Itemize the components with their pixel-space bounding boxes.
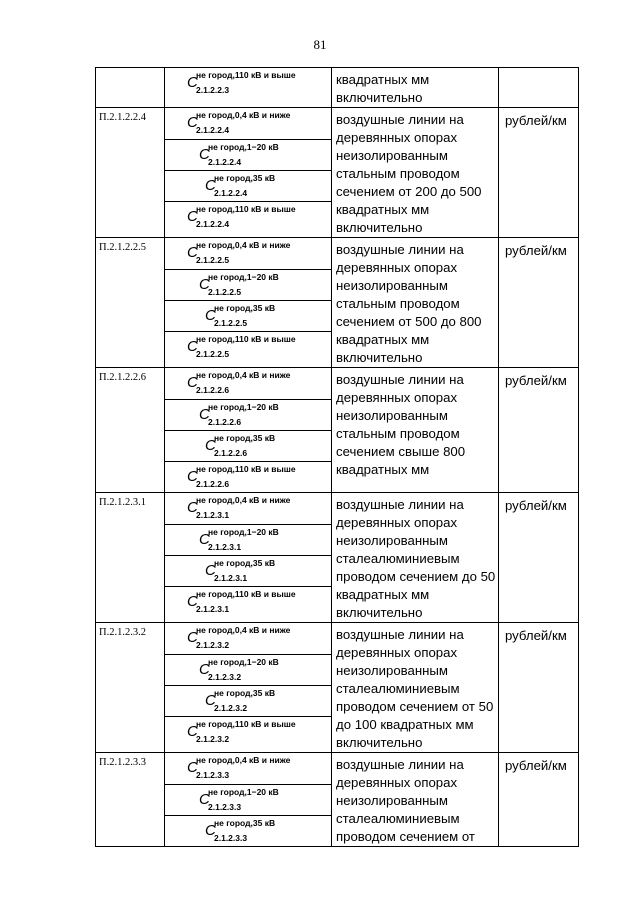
row-description: воздушные линии на деревянных опорах неизолированным стальным проводом сечением свыше 800 квадратных мм (332, 368, 499, 493)
formula (165, 170, 331, 201)
formula-superscript: не город,35 кВ (214, 818, 276, 828)
formula (165, 430, 331, 461)
formula-symbol: C (205, 307, 216, 324)
formula-symbol: C (199, 276, 210, 293)
formula (165, 399, 331, 430)
formula-superscript: не город,0,4 кВ и ниже (196, 240, 291, 250)
formula-subscript: 2.1.2.3.1 (208, 542, 242, 552)
row-unit: рублей/км (499, 753, 579, 847)
formula-subscript: 2.1.2.3.1 (196, 604, 230, 614)
formula-subscript: 2.1.2.2.4 (208, 157, 242, 167)
row-code: П.2.1.2.2.6 (96, 368, 165, 493)
formula (165, 108, 331, 139)
formula-superscript: не город,35 кВ (214, 558, 276, 568)
formula-subscript: 2.1.2.2.5 (196, 349, 230, 359)
formula-symbol: C (187, 114, 198, 131)
formula-superscript: не город,1−20 кВ (208, 787, 279, 797)
formula-superscript: не город,1−20 кВ (208, 272, 279, 282)
formula (165, 68, 331, 99)
formula-subscript: 2.1.2.3.2 (196, 734, 230, 744)
formula-superscript: не город,35 кВ (214, 433, 276, 443)
row-description: воздушные линии на деревянных опорах неизолированным стальным проводом сечением от 500 до 800 квадратных мм включительно (332, 238, 499, 368)
formula-subscript: 2.1.2.2.6 (196, 385, 230, 395)
formula (165, 524, 331, 555)
formula (165, 716, 331, 747)
formula-superscript: не город,0,4 кВ и ниже (196, 495, 291, 505)
formula-symbol: C (199, 791, 210, 808)
formula-subscript: 2.1.2.3.2 (214, 703, 248, 713)
formula (165, 331, 331, 362)
formula (165, 815, 331, 846)
formula-superscript: не город,1−20 кВ (208, 142, 279, 152)
formula-subscript: 2.1.2.3.2 (196, 640, 230, 650)
row-description: воздушные линии на деревянных опорах неизолированным сталеалюминиевым проводом сечением до 50 квадратных мм включительно (332, 493, 499, 623)
formula-superscript: не город,0,4 кВ и ниже (196, 755, 291, 765)
formula (165, 685, 331, 716)
formula-superscript: не город,110 кВ и выше (196, 334, 296, 344)
row-unit (499, 68, 579, 108)
formula-subscript: 2.1.2.2.6 (196, 479, 230, 489)
formula-superscript: не город,35 кВ (214, 173, 276, 183)
formula-superscript: не город,110 кВ и выше (196, 719, 296, 729)
row-description: воздушные линии на деревянных опорах неизолированным стальным проводом сечением от 200 до 500 квадратных мм включительно (332, 108, 499, 238)
row-unit: рублей/км (499, 493, 579, 623)
formula-subscript: 2.1.2.3.3 (196, 770, 230, 780)
formula-subscript: 2.1.2.2.4 (196, 219, 230, 229)
formula-superscript: не город,0,4 кВ и ниже (196, 625, 291, 635)
formula-subscript: 2.1.2.2.4 (214, 188, 248, 198)
formula (165, 300, 331, 331)
formula-superscript: не город,110 кВ и выше (196, 589, 296, 599)
formula-symbol: C (187, 629, 198, 646)
formula-symbol: C (187, 244, 198, 261)
formula-cell (165, 368, 332, 493)
formula-symbol: C (205, 692, 216, 709)
formula-superscript: не город,110 кВ и выше (196, 204, 296, 214)
table-row (96, 368, 579, 493)
formula-subscript: 2.1.2.3.1 (214, 573, 248, 583)
formula (165, 753, 331, 784)
formula-symbol: C (187, 74, 198, 91)
formula-cell (165, 238, 332, 368)
formula-symbol: C (205, 177, 216, 194)
page-number: 81 (313, 37, 327, 52)
formula-subscript: 2.1.2.3.1 (196, 510, 230, 520)
formula-symbol: C (205, 437, 216, 454)
row-unit: рублей/км (499, 623, 579, 753)
formula-symbol: C (187, 593, 198, 610)
formula (165, 368, 331, 399)
row-code: П.2.1.2.3.2 (96, 623, 165, 753)
row-description: воздушные линии на деревянных опорах неизолированным сталеалюминиевым проводом сечением от (332, 753, 499, 847)
formula-symbol: C (199, 406, 210, 423)
table-row (96, 108, 579, 238)
formula-cell (165, 68, 332, 108)
formula-symbol: C (187, 499, 198, 516)
formula-symbol: C (199, 146, 210, 163)
formula (165, 586, 331, 617)
formula-superscript: не город,1−20 кВ (208, 657, 279, 667)
formula (165, 269, 331, 300)
formula-symbol: C (187, 208, 198, 225)
formula-subscript: 2.1.2.2.5 (214, 318, 248, 328)
formula-subscript: 2.1.2.2.4 (196, 125, 230, 135)
formula (165, 238, 331, 269)
formula-subscript: 2.1.2.2.3 (196, 85, 230, 95)
formula-superscript: не город,1−20 кВ (208, 527, 279, 537)
formula-symbol: C (199, 661, 210, 678)
formula-subscript: 2.1.2.2.5 (196, 255, 230, 265)
row-unit: рублей/км (499, 108, 579, 238)
formula-subscript: 2.1.2.3.3 (214, 833, 248, 843)
formula-symbol: C (187, 374, 198, 391)
table-row (96, 68, 579, 108)
formula-subscript: 2.1.2.2.6 (208, 417, 242, 427)
formula-subscript: 2.1.2.3.2 (208, 672, 242, 682)
row-code: П.2.1.2.2.4 (96, 108, 165, 238)
formula (165, 555, 331, 586)
row-code: П.2.1.2.3.3 (96, 753, 165, 847)
row-description: воздушные линии на деревянных опорах неизолированным сталеалюминиевым проводом сечением от 50 до 100 квадратных мм включительно (332, 623, 499, 753)
formula-superscript: не город,35 кВ (214, 688, 276, 698)
formula (165, 461, 331, 492)
formula-symbol: C (205, 822, 216, 839)
row-code (96, 68, 165, 108)
table-row (96, 753, 579, 847)
table-row (96, 493, 579, 623)
formula-cell (165, 108, 332, 238)
formula-symbol: C (187, 759, 198, 776)
row-code: П.2.1.2.3.1 (96, 493, 165, 623)
formula-cell (165, 493, 332, 623)
formula (165, 784, 331, 815)
formula-subscript: 2.1.2.2.6 (214, 448, 248, 458)
formula-cell (165, 753, 332, 847)
tariff-table (95, 67, 579, 847)
formula-symbol: C (199, 531, 210, 548)
row-code: П.2.1.2.2.5 (96, 238, 165, 368)
row-unit: рублей/км (499, 368, 579, 493)
formula-superscript: не город,110 кВ и выше (196, 464, 296, 474)
formula-subscript: 2.1.2.3.3 (208, 802, 242, 812)
formula-superscript: не город,110 кВ и выше (196, 70, 296, 80)
formula-superscript: не город,35 кВ (214, 303, 276, 313)
formula-superscript: не город,0,4 кВ и ниже (196, 370, 291, 380)
formula-symbol: C (205, 562, 216, 579)
formula-cell (165, 623, 332, 753)
row-description: квадратных мм включительно (332, 68, 499, 108)
formula-subscript: 2.1.2.2.5 (208, 287, 242, 297)
formula-symbol: C (187, 338, 198, 355)
row-unit: рублей/км (499, 238, 579, 368)
table-row (96, 238, 579, 368)
formula-symbol: C (187, 723, 198, 740)
formula-symbol: C (187, 468, 198, 485)
formula (165, 139, 331, 170)
formula (165, 493, 331, 524)
formula-superscript: не город,1−20 кВ (208, 402, 279, 412)
formula (165, 623, 331, 654)
formula (165, 201, 331, 232)
table-row (96, 623, 579, 753)
formula-superscript: не город,0,4 кВ и ниже (196, 110, 291, 120)
formula (165, 654, 331, 685)
